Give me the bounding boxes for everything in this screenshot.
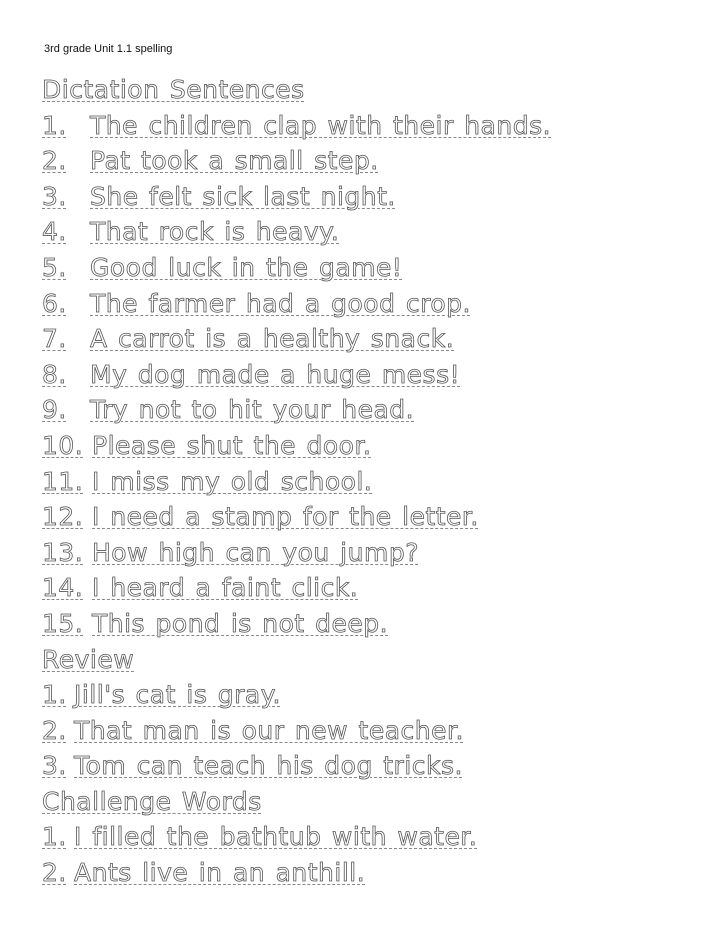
dictation-line bbox=[42, 179, 722, 215]
line-number: 15. bbox=[42, 608, 84, 638]
line-number: 12. bbox=[42, 502, 84, 532]
dictation-line bbox=[42, 392, 722, 428]
line-text: I heard a faint click. bbox=[92, 573, 359, 603]
line-text: Tom can teach his dog tricks. bbox=[74, 751, 463, 781]
line-text: Try not to hit your head. bbox=[90, 395, 415, 425]
line-text: Review bbox=[42, 644, 135, 674]
line-number: 10. bbox=[42, 430, 84, 460]
challenge-line bbox=[42, 855, 722, 891]
line-text: How high can you jump? bbox=[92, 537, 419, 567]
line-text: My dog made a huge mess! bbox=[90, 359, 461, 389]
section-heading-review bbox=[42, 642, 722, 678]
line-number: 7. bbox=[42, 324, 67, 354]
line-number: 8. bbox=[42, 359, 67, 389]
dictation-line bbox=[42, 428, 722, 464]
review-line bbox=[42, 677, 722, 713]
worksheet-title: 3rd grade Unit 1.1 spelling bbox=[44, 43, 173, 55]
line-text: Please shut the door. bbox=[92, 430, 372, 460]
line-number: 14. bbox=[42, 573, 84, 603]
dictation-line bbox=[42, 570, 722, 606]
line-text: I filled the bathtub with water. bbox=[74, 822, 478, 852]
dictation-line bbox=[42, 286, 722, 322]
tracing-lines bbox=[42, 72, 722, 891]
line-text: A carrot is a healthy snack. bbox=[90, 324, 455, 354]
line-number: 5. bbox=[42, 252, 67, 282]
line-text: Dictation Sentences bbox=[42, 75, 305, 104]
line-text: She felt sick last night. bbox=[90, 181, 396, 211]
line-text: The children clap with their hands. bbox=[90, 110, 552, 140]
line-text: I miss my old school. bbox=[92, 466, 373, 496]
line-text: Good luck in the game! bbox=[90, 252, 403, 282]
line-text: Challenge Words bbox=[42, 786, 262, 816]
line-number: 13. bbox=[42, 537, 84, 567]
line-text: Ants live in an anthill. bbox=[74, 858, 366, 888]
line-number: 4. bbox=[42, 217, 67, 247]
dictation-line bbox=[42, 250, 722, 286]
dictation-line bbox=[42, 535, 722, 571]
dictation-line bbox=[42, 606, 722, 642]
line-number: 2. bbox=[42, 715, 67, 745]
dictation-line bbox=[42, 499, 722, 535]
line-number: 1. bbox=[42, 110, 67, 140]
review-line bbox=[42, 713, 722, 749]
line-number: 9. bbox=[42, 395, 67, 425]
dictation-line bbox=[42, 214, 722, 250]
dictation-line bbox=[42, 357, 722, 393]
line-text: Jill's cat is gray. bbox=[74, 680, 281, 710]
section-heading-dictation bbox=[42, 72, 722, 108]
challenge-line bbox=[42, 819, 722, 855]
line-number: 3. bbox=[42, 181, 67, 211]
line-text: I need a stamp for the letter. bbox=[92, 502, 479, 532]
line-number: 2. bbox=[42, 146, 67, 176]
line-number: 11. bbox=[42, 466, 84, 496]
dictation-line bbox=[42, 321, 722, 357]
line-text: This pond is not deep. bbox=[92, 608, 389, 638]
line-number: 2. bbox=[42, 858, 67, 888]
line-text: That rock is heavy. bbox=[90, 217, 340, 247]
line-text: The farmer had a good crop. bbox=[90, 288, 471, 318]
line-text: That man is our new teacher. bbox=[74, 715, 464, 745]
line-number: 1. bbox=[42, 822, 67, 852]
review-line bbox=[42, 748, 722, 784]
line-text: Pat took a small step. bbox=[90, 146, 379, 176]
dictation-line bbox=[42, 108, 722, 144]
line-number: 6. bbox=[42, 288, 67, 318]
dictation-line bbox=[42, 464, 722, 500]
section-heading-challenge bbox=[42, 784, 722, 820]
dictation-line bbox=[42, 143, 722, 179]
line-number: 1. bbox=[42, 680, 67, 710]
line-number: 3. bbox=[42, 751, 67, 781]
